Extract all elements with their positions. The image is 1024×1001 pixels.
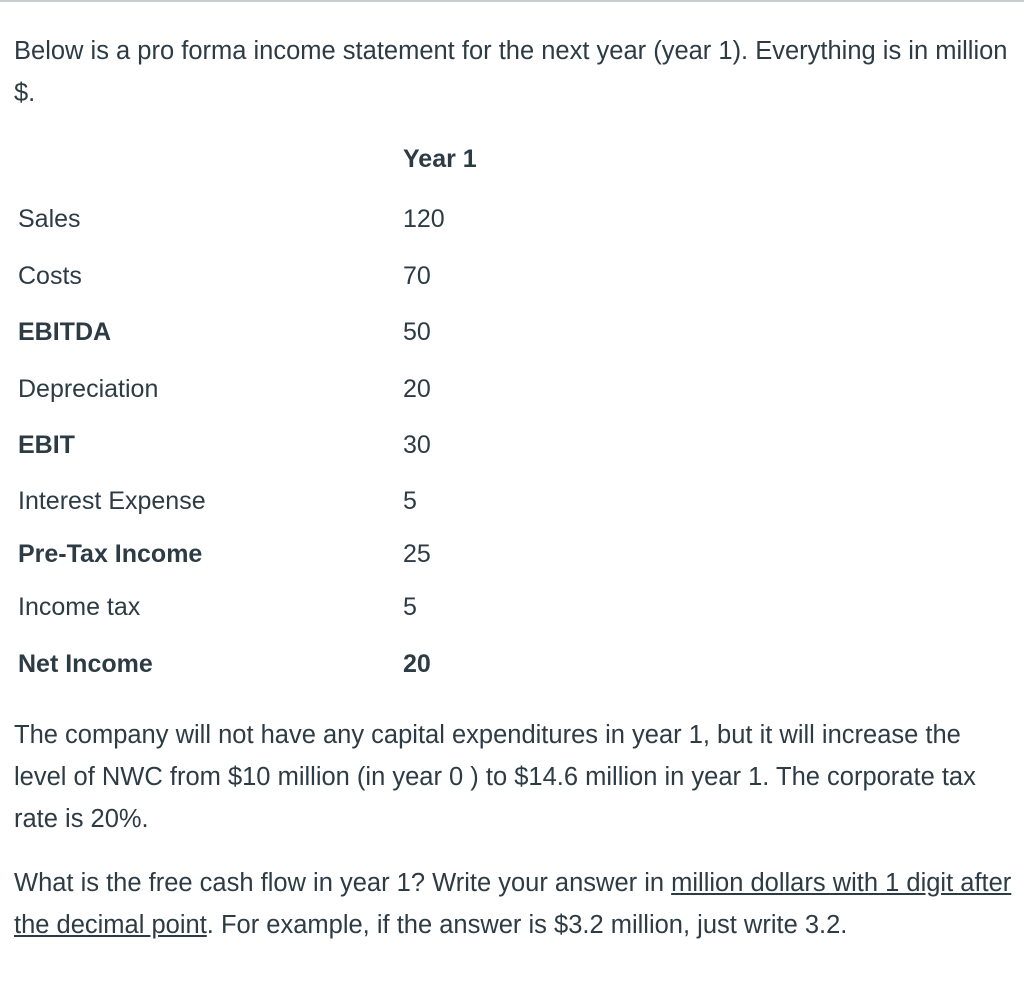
row-label: Costs [18, 262, 82, 290]
question-text-part1: What is the free cash flow in year 1? Write your answer in [14, 869, 672, 897]
row-label: Sales [18, 205, 81, 233]
row-value: 70 [403, 262, 431, 290]
row-value: 25 [403, 540, 431, 568]
row-label: EBITDA [18, 318, 112, 346]
row-label: Net Income [18, 650, 153, 678]
row-value: 30 [403, 431, 431, 459]
intro-paragraph: Below is a pro forma income statement for the next year (year 1). Everything is in million $. [14, 37, 1008, 107]
row-value: 5 [403, 487, 417, 515]
row-label: Depreciation [18, 375, 159, 403]
top-divider [0, 0, 1024, 2]
row-value: 120 [403, 205, 445, 233]
row-label: Interest Expense [18, 487, 206, 515]
question-text-part2: . For example, if the answer is $3.2 million, just write 3.2. [206, 911, 848, 939]
row-label: EBIT [18, 431, 75, 459]
nwc-paragraph: The company will not have any capital expenditures in year 1, but it will increase the level of NWC from $10 million (in year 0 ) to $14.6 million in year 1. The corporate tax rate is 20%. [14, 721, 976, 833]
row-value: 20 [403, 650, 431, 678]
row-value: 5 [403, 593, 417, 621]
row-label: Pre-Tax Income [18, 540, 203, 568]
row-value: 20 [403, 375, 431, 403]
column-header-year-1: Year 1 [403, 145, 477, 173]
answer-format-emphasis: million dollars with 1 digit after the decimal point [14, 869, 1012, 939]
question-paragraph [14, 862, 1014, 946]
row-label: Income tax [18, 593, 141, 621]
row-value: 50 [403, 318, 431, 346]
